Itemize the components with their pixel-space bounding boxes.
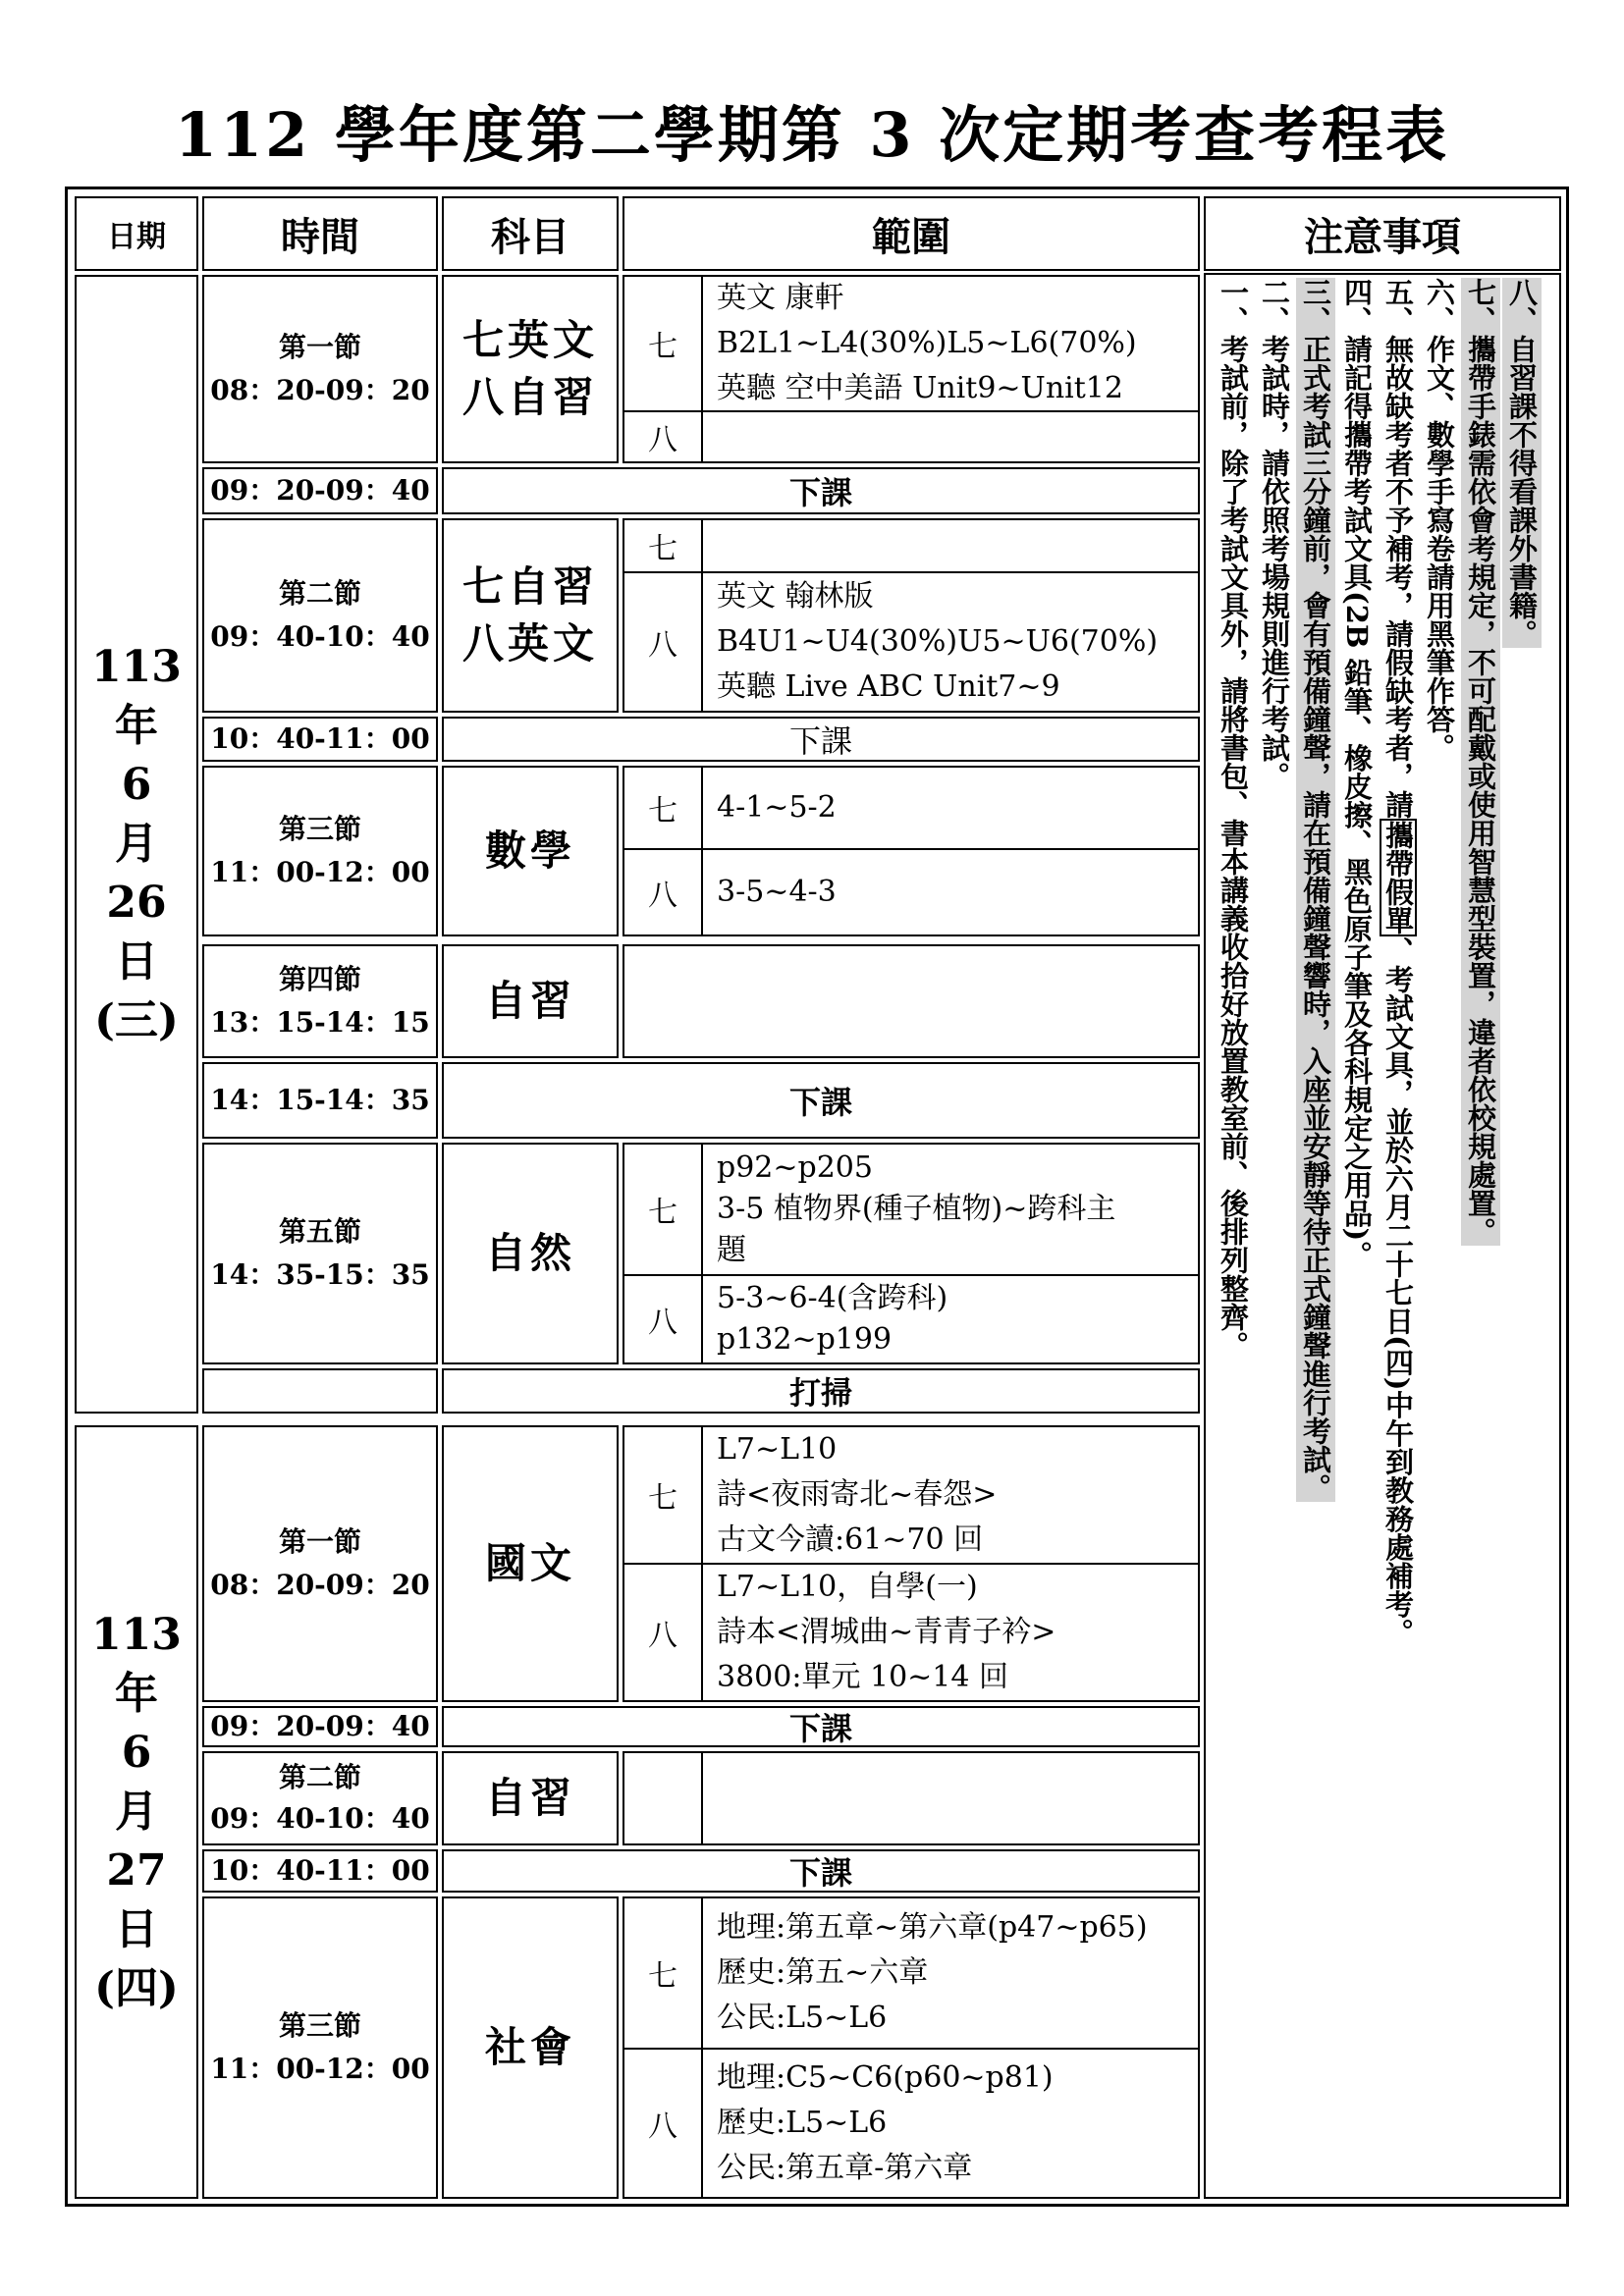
day1-period4-subject (442, 944, 619, 1058)
day2-period1-time (202, 1425, 438, 1702)
day1-period4-scope (623, 944, 1200, 1058)
scope-line: L7~L10 (717, 1432, 838, 1467)
note-4: 四、請記得攜帶考試文具(2B 鉛筆、橡皮擦、黑色原子筆及各科規定之用品)。 (1340, 278, 1374, 1270)
date-line: 113 (91, 1610, 182, 1660)
day2-period2-scope (701, 1751, 1200, 1845)
grade-8-label: 八 (623, 1274, 703, 1364)
day1-clean-time (202, 1368, 438, 1414)
note-5-part2: 、考試文具，並於六月二十七日(四)中午到教務處補考。 (1381, 936, 1415, 1647)
period-time: 13：15-14：15 (210, 1006, 430, 1039)
date-line: 年 (115, 1669, 158, 1719)
scope-line: 詩<夜雨寄北~春怨> (717, 1477, 998, 1512)
day1-period5-g7-scope (701, 1143, 1200, 1276)
date-line: 月 (115, 1787, 158, 1837)
period-name: 第一節 (278, 331, 361, 363)
period-name: 第三節 (278, 813, 361, 845)
date-line: 27 (106, 1845, 167, 1896)
scope-line: 歷史:L5~L6 (717, 2106, 888, 2140)
note-8: 八、自習課不得看課外書籍。 (1502, 278, 1542, 648)
day1-break2-label: 下課 (442, 717, 1200, 762)
period-time: 11：00-12：00 (210, 856, 430, 888)
subject-line: 自然 (484, 1229, 575, 1277)
scope-line: 詩本<渭城曲~青青子衿> (717, 1615, 1056, 1649)
scope-line: 英聽 Live ABC Unit7~9 (717, 669, 1060, 704)
day2-period2-scope-left (623, 1751, 703, 1845)
note-1: 一、考試前，除了考試文具外，請將書包、書本講義收拾好放置教室前、後排列整齊。 (1217, 278, 1250, 1360)
note-2: 二、考試時，請依照考場規則進行考試。 (1258, 278, 1291, 790)
day1-period1-subject (442, 275, 619, 463)
header-scope: 範圍 (623, 196, 1200, 271)
grade-7-label: 七 (623, 1425, 703, 1565)
scope-line: B2L1~L4(30%)L5~L6(70%) (717, 326, 1137, 360)
grade-7-label: 七 (623, 518, 703, 573)
grade-8-label: 八 (623, 571, 703, 713)
day1-period2-subject (442, 518, 619, 713)
period-name: 第一節 (278, 1525, 361, 1558)
day1-period5-subject (442, 1143, 619, 1364)
scope-line: 英文 翰林版 (717, 579, 874, 614)
day1-period4-time (202, 944, 438, 1058)
scope-line: 英文 康軒 (717, 281, 844, 315)
date-line: 月 (115, 819, 158, 869)
subject-line: 自習 (484, 977, 575, 1025)
note-6: 六、作文、數學手寫卷請用黑筆作答。 (1423, 278, 1456, 762)
note-5-part1: 五、無故缺考者不予補考，請假缺考者，請 (1381, 278, 1415, 819)
day2-break1-time: 09：20-09：40 (202, 1706, 438, 1747)
day1-break2-time: 10：40-11：00 (202, 717, 438, 762)
period-time: 08：20-09：20 (210, 1569, 430, 1601)
grade-8-label: 八 (623, 1563, 703, 1702)
period-name: 第二節 (278, 1761, 361, 1793)
page-title: 112 學年度第二學期第 3 次定期考查考程表 (174, 99, 1450, 171)
period-name: 第二節 (278, 577, 361, 610)
day1-period3-g8-scope (701, 848, 1200, 936)
scope-line: p92~p205 (717, 1150, 873, 1185)
day1-period1-time (202, 275, 438, 463)
date-line: 日 (115, 936, 158, 987)
day2-period2-subject (442, 1751, 619, 1845)
scope-line: 5-3~6-4(含跨科) (717, 1281, 948, 1315)
grade-8-label: 八 (623, 848, 703, 936)
day2-period3-g7-scope (701, 1896, 1200, 2050)
day1-break3-label: 下課 (442, 1062, 1200, 1139)
date-line: 年 (115, 701, 158, 751)
date-line: 6 (121, 760, 152, 810)
day1-period2-time (202, 518, 438, 713)
scope-line: 公民:L5~L6 (717, 2001, 888, 2035)
period-name: 第五節 (278, 1215, 361, 1248)
date-line: 113 (91, 642, 182, 692)
subject-line: 國文 (484, 1539, 575, 1587)
subject-line: 社會 (484, 2023, 575, 2071)
period-time: 11：00-12：00 (210, 2053, 430, 2085)
date-line: 6 (121, 1728, 152, 1778)
day1-break1-time: 09：20-09：40 (202, 467, 438, 514)
header-time: 時間 (202, 196, 438, 271)
day1-period1-g7-scope (701, 275, 1200, 412)
period-time: 08：20-09：20 (210, 374, 430, 406)
subject-line: 八英文 (461, 619, 598, 667)
period-name: 第三節 (278, 2009, 361, 2042)
scope-line: B4U1~U4(30%)U5~U6(70%) (717, 624, 1159, 659)
day2-break1-label: 下課 (442, 1706, 1200, 1747)
day1-break3-time: 14：15-14：35 (202, 1062, 438, 1139)
grade-7-label: 七 (623, 1896, 703, 2050)
day1-clean-label: 打掃 (442, 1368, 1200, 1414)
day2-break2-label: 下課 (442, 1849, 1200, 1893)
day2-period3-time (202, 1896, 438, 2199)
subject-line: 數學 (484, 827, 575, 875)
notes-panel (1204, 270, 1551, 2204)
period-name: 第四節 (278, 963, 361, 995)
scope-line: 4-1~5-2 (717, 790, 837, 825)
scope-line: 英聽 空中美語 Unit9~Unit12 (717, 371, 1123, 405)
day2-period3-g8-scope (701, 2048, 1200, 2199)
day2-period2-time (202, 1751, 438, 1845)
day1-period2-g8-scope (701, 571, 1200, 713)
grade-7-label: 七 (623, 275, 703, 412)
scope-line: 地理:第五章~第六章(p47~p65) (717, 1910, 1148, 1945)
day1-break1-label: 下課 (442, 467, 1200, 514)
subject-line: 自習 (484, 1774, 575, 1822)
day1-period3-g7-scope (701, 766, 1200, 850)
day1-period3-subject (442, 766, 619, 936)
grade-8-label: 八 (623, 410, 703, 463)
day1-period5-time (202, 1143, 438, 1364)
header-notes: 注意事項 (1204, 196, 1561, 271)
day2-period3-subject (442, 1896, 619, 2199)
grade-8-label: 八 (623, 2048, 703, 2199)
day2-break2-time: 10：40-11：00 (202, 1849, 438, 1893)
scope-line: 3800:單元 10~14 回 (717, 1660, 1009, 1694)
day1-date (75, 275, 198, 1414)
day1-period2-g7-scope (701, 518, 1200, 573)
scope-line: 題 (717, 1233, 746, 1267)
note-5-boxed-text: 攜帶假單 (1381, 821, 1415, 934)
day1-period5-g8-scope (701, 1274, 1200, 1364)
note-7: 七、攜帶手錶需依會考規定，不可配戴或使用智慧型裝置，違者依校規處置。 (1461, 278, 1500, 1246)
grade-7-label: 七 (623, 1143, 703, 1276)
day2-period1-g7-scope (701, 1425, 1200, 1565)
scope-line: 地理:C5~C6(p60~p81) (717, 2060, 1054, 2095)
date-line: 日 (115, 1904, 158, 1954)
period-time: 09：40-10：40 (210, 620, 430, 653)
scope-line: p132~p199 (717, 1322, 893, 1357)
day1-period3-time (202, 766, 438, 936)
date-line: 26 (106, 878, 167, 928)
note-3: 三、正式考試三分鐘前，會有預備鐘聲，請在預備鐘聲響時，入座並安靜等待正式鐘聲進行考試。 (1296, 278, 1335, 1502)
scope-line: 公民:第五章-第六章 (717, 2151, 973, 2185)
header-date: 日期 (75, 196, 198, 271)
scope-line: 3-5 植物界(種子植物)~跨科主 (717, 1192, 1116, 1226)
subject-line: 七英文 (461, 316, 598, 364)
scope-line: 古文今讀:61~70 回 (717, 1522, 984, 1557)
subject-line: 七自習 (461, 562, 598, 611)
scope-line: 歷史:第五~六章 (717, 1955, 929, 1990)
day2-date (75, 1425, 198, 2199)
grade-7-label: 七 (623, 766, 703, 850)
scope-line: 3-5~4-3 (717, 875, 837, 909)
note-5 (1379, 278, 1418, 1646)
header-subject: 科目 (442, 196, 619, 271)
period-time: 14：35-15：35 (210, 1258, 430, 1291)
date-line: (四) (94, 1963, 179, 2013)
day2-period1-subject (442, 1425, 619, 1702)
day1-period1-g8-scope (701, 410, 1200, 463)
day2-period1-g8-scope (701, 1563, 1200, 1702)
period-time: 09：40-10：40 (210, 1802, 430, 1835)
scope-line: L7~L10，自學(一) (717, 1570, 978, 1604)
subject-line: 八自習 (461, 373, 598, 421)
date-line: (三) (94, 995, 179, 1045)
